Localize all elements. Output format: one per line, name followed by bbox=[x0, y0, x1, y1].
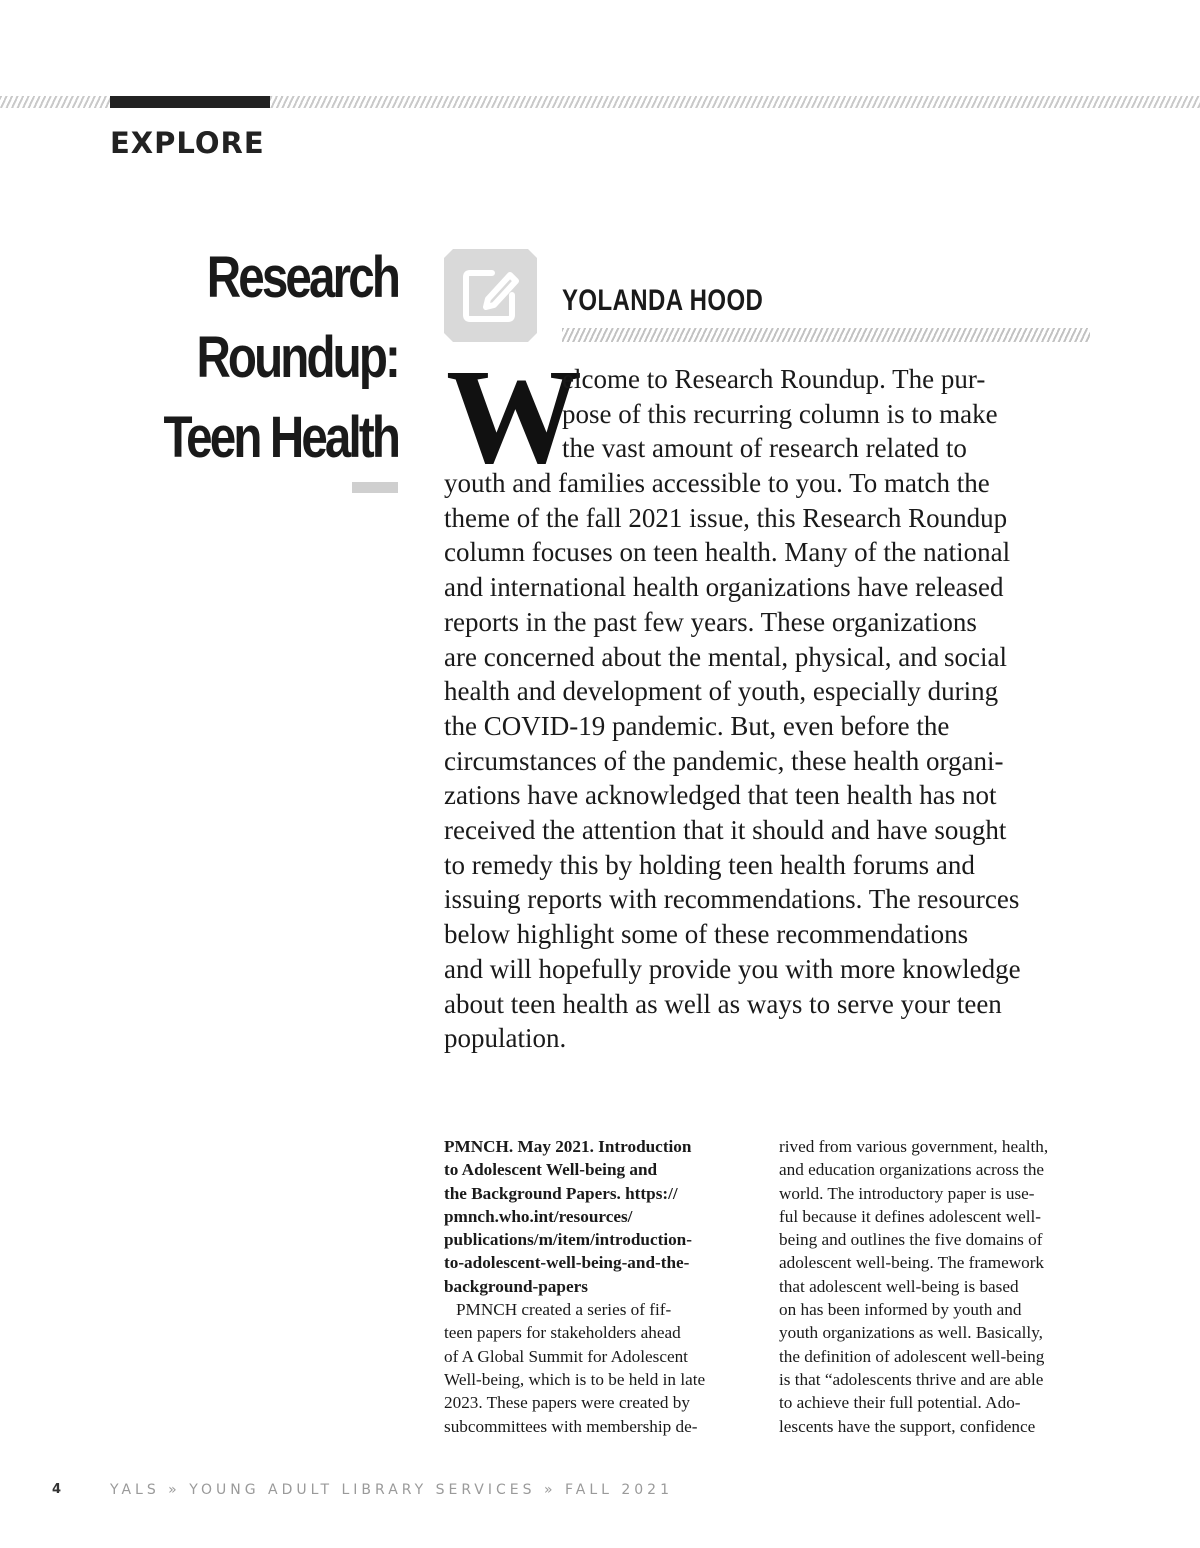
body-line: lescents have the support, confidence bbox=[779, 1416, 1036, 1436]
intro-line: pose of this recurring column is to make bbox=[562, 398, 998, 429]
resource-column-right bbox=[779, 1135, 1109, 1438]
intro-paragraph bbox=[444, 466, 1104, 1056]
body-line: ful because it defines adolescent well- bbox=[779, 1206, 1042, 1226]
intro-line: are concerned about the mental, physical, and social bbox=[444, 641, 1008, 672]
intro-line: and international health organizations have released bbox=[444, 572, 1004, 603]
body-line: adolescent well-being. The framework bbox=[779, 1253, 1045, 1273]
body-line: Well-being, which is to be held in late bbox=[444, 1369, 706, 1389]
intro-line: the vast amount of research related to bbox=[562, 433, 967, 464]
body-line: being and outlines the five domains of bbox=[779, 1230, 1043, 1250]
intro-line: the COVID-19 pandemic. But, even before the bbox=[444, 710, 950, 741]
body-line: that adolescent well-being is based bbox=[779, 1276, 1019, 1296]
page-number: 4 bbox=[52, 1482, 62, 1497]
intro-line: population. bbox=[444, 1023, 567, 1054]
intro-line: issuing reports with recommendations. The resources bbox=[444, 884, 1020, 915]
citation-line: the Background Papers. https:// bbox=[444, 1183, 678, 1203]
body-line: is that “adolescents thrive and are able bbox=[779, 1369, 1044, 1389]
author-badge bbox=[444, 249, 537, 342]
intro-line: below highlight some of these recommendations bbox=[444, 919, 969, 950]
intro-line: health and development of youth, especially during bbox=[444, 676, 999, 707]
intro-line: and will hopefully provide you with more knowledge bbox=[444, 953, 1021, 984]
resource-citation bbox=[444, 1135, 774, 1298]
resource-column-left bbox=[444, 1135, 774, 1438]
title-line: Roundup: bbox=[196, 325, 398, 390]
citation-line: to Adolescent Well-being and bbox=[444, 1160, 658, 1180]
citation-line: publications/m/item/introduction- bbox=[444, 1230, 692, 1250]
body-line: PMNCH created a series of fif- bbox=[456, 1300, 672, 1320]
title-line: Teen Health bbox=[163, 405, 398, 470]
title-dash bbox=[352, 482, 398, 493]
intro-line: youth and families accessible to you. To match the bbox=[444, 468, 990, 498]
citation-line: to-adolescent-well-being-and-the- bbox=[444, 1253, 690, 1273]
body-line: youth organizations as well. Basically, bbox=[779, 1323, 1043, 1343]
running-footer: YALS » YOUNG ADULT LIBRARY SERVICES » FALL 2021 bbox=[110, 1482, 673, 1498]
drop-cap: W bbox=[446, 342, 582, 492]
title-line: Research bbox=[206, 245, 398, 310]
body-line: to achieve their full potential. Ado- bbox=[779, 1393, 1021, 1413]
resource-body-left bbox=[444, 1298, 774, 1438]
intro-line: elcome to Research Roundup. The pur- bbox=[562, 364, 986, 394]
intro-line: to remedy this by holding teen health forums and bbox=[444, 849, 975, 880]
intro-line: zations have acknowledged that teen health has not bbox=[444, 780, 997, 811]
body-line: rived from various government, health, bbox=[779, 1137, 1049, 1156]
body-line: subcommittees with membership de- bbox=[444, 1416, 698, 1436]
body-line: teen papers for stakeholders ahead bbox=[444, 1323, 681, 1343]
section-label: EXPLORE bbox=[110, 126, 265, 160]
intro-line: about teen health as well as ways to serve your teen bbox=[444, 988, 1002, 1019]
intro-line: column focuses on teen health. Many of the national bbox=[444, 537, 1011, 568]
intro-line: reports in the past few years. These organizations bbox=[444, 606, 977, 637]
intro-line: circumstances of the pandemic, these health organi- bbox=[444, 745, 1004, 776]
intro-line: received the attention that it should and have sought bbox=[444, 815, 1007, 846]
pencil-square-icon bbox=[444, 249, 537, 342]
citation-line: background-papers bbox=[444, 1276, 588, 1296]
author-rule bbox=[562, 328, 1090, 342]
intro-paragraph-start bbox=[562, 362, 1102, 466]
body-line: 2023. These papers were created by bbox=[444, 1393, 690, 1413]
intro-line: theme of the fall 2021 issue, this Research Roundup bbox=[444, 502, 1008, 533]
citation-line: pmnch.who.int/resources/ bbox=[444, 1206, 633, 1226]
body-line: on has been informed by youth and bbox=[779, 1300, 1022, 1320]
body-line: and education organizations across the bbox=[779, 1160, 1045, 1180]
citation-line: PMNCH. May 2021. Introduction bbox=[444, 1137, 692, 1156]
body-line: world. The introductory paper is use- bbox=[779, 1183, 1035, 1203]
body-line: the definition of adolescent well-being bbox=[779, 1346, 1045, 1366]
author-name: YOLANDA HOOD bbox=[562, 284, 764, 317]
article-title bbox=[154, 238, 398, 478]
body-line: of A Global Summit for Adolescent bbox=[444, 1346, 688, 1366]
header-accent-bar bbox=[110, 96, 270, 108]
